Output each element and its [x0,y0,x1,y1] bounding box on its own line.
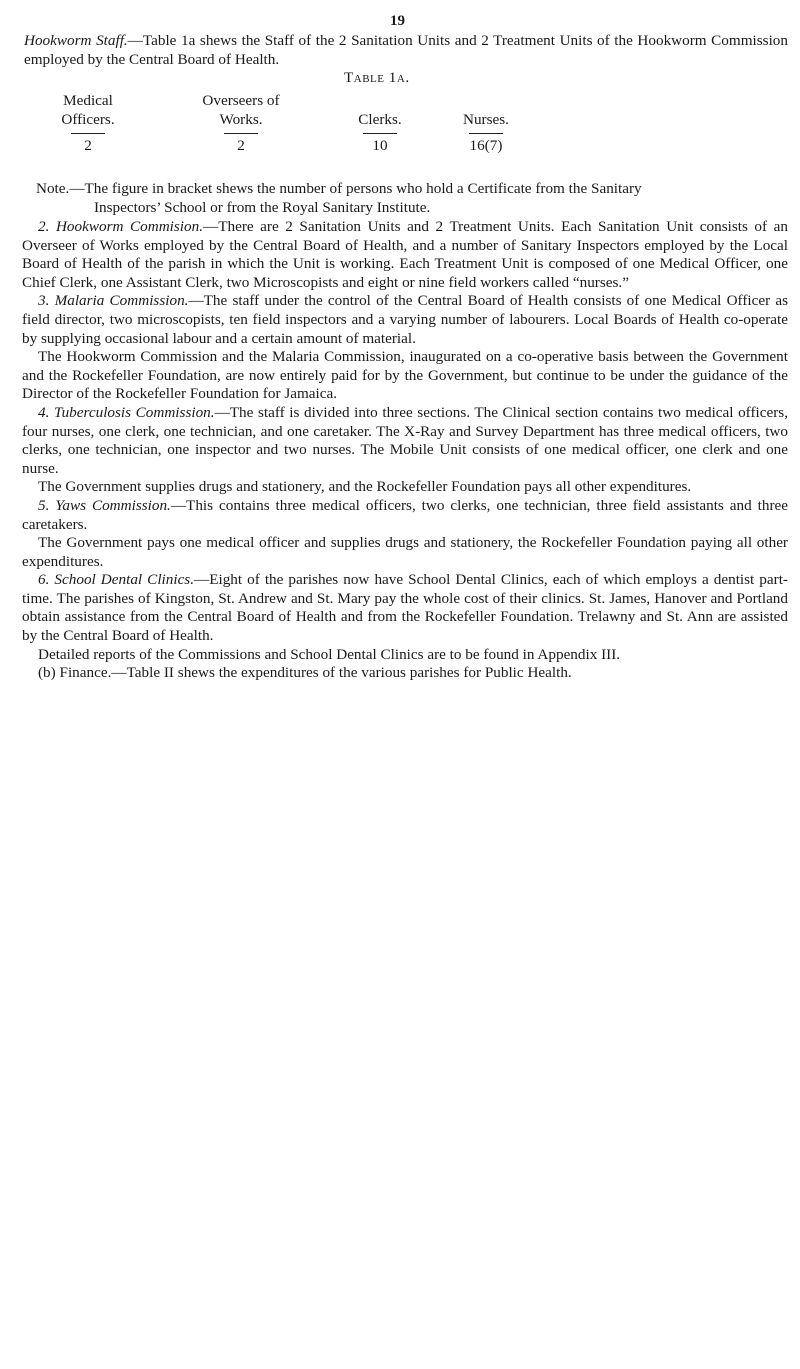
paragraph-heading: 5. Yaws Commission. [38,496,171,514]
paragraph-text: The Government pays one medical officer and supplies drugs and stationery, the Rockefeller Foundation paying all other expenditures. [22,534,788,570]
paragraph-heading: 6. School Dental Clinics. [38,571,195,589]
paragraph-text: —The staff under the control of the Central Board of Health consists of one Medical Officer as field director, two microscopists, ten field inspectors and a varying number of labourers. Local Boards of Health co-operate by supplying occasional labour and a certain amount of material. [22,292,789,347]
paragraph-text: The Hookworm Commission and the Malaria Commission, inaugurated on a co-operative basis between the Government and the Rockefeller Foundation, are now entirely paid for by the Government, but continue to be under the guidance of the Director of the Rockefeller Foundation for Jamaica. [22,348,788,403]
header-rule [224,133,258,134]
paragraph-text: —There are 2 Sanitation Units and 2 Treatment Units. Each Sanitation Unit consists of an Overseer of Works employed by the Central Board of Health, and a number of Sanitary Inspectors employed by the Local Board of Health of the parish in which the Unit is working. Each Treatment Unit is composed of one Medical Officer, one Chief Clerk, one Assistant Clerk, two Microscopists and eight or nine field workers called “nurses.” [22,218,788,291]
table-title: Table 1a. [344,69,410,86]
paragraph [22,497,788,534]
header-rule [363,133,397,134]
table-cell: 10 [372,137,388,155]
body-text [22,218,788,683]
paragraph [22,534,788,571]
intro-heading: Hookworm Staff. [24,32,128,49]
paragraph-text: Detailed reports of the Commissions and School Dental Clinics are to be found in Appendix III. [38,645,621,663]
intro-text: —Table 1a shews the Staff of the 2 Sanitation Units and 2 Treatment Units of the Hookworm Commission employed by the Central Board of Health. [24,32,788,68]
paragraph [22,571,788,645]
table-note [36,180,788,217]
paragraph [22,348,788,404]
paragraph-heading: 2. Hookworm Commision. [38,218,204,235]
paragraph [22,646,788,665]
paragraph [22,478,788,497]
paragraph [22,292,788,348]
table-cell: 16(7) [469,137,503,155]
paragraph-text: (b) Finance.—Table II shews the expenditures of the various parishes for Public Health. [38,664,572,682]
header-rule [71,133,105,134]
paragraph-text: —This contains three medical officers, two clerks, one technician, three field assistants and three caretakers. [22,496,788,533]
header-rule [469,133,503,134]
table-cell: 2 [84,137,92,155]
page-number: 19 [390,13,405,29]
column-header-line2: Nurses. [463,110,509,128]
table-column-clerks [340,92,420,156]
column-header-line1: Overseers of [202,92,280,109]
paragraph-text: —The staff is divided into three sections. The Clinical section contains two medical officers, four nurses, one clerk, one technician, and one caretaker. The X-Ray and Survey Department has three medical officers, two clerks, one technician, one inspector and two nurses. The Mobile Unit consists of one medical officer, one clerk and one nurse. [22,403,788,477]
paragraph [22,404,788,478]
column-header-line2: Clerks. [358,110,402,128]
column-header-line2: Works. [219,110,263,128]
paragraph-heading: 3. Malaria Commission. [38,292,189,310]
table-cell: 2 [237,137,245,155]
column-header-line1 [340,92,420,111]
intro-paragraph [24,32,788,69]
table-column-nurses [436,92,536,156]
paragraph [22,218,788,292]
column-header-line1: Medical [63,92,113,109]
column-header-line2: Officers. [61,110,115,128]
paragraph-text: —Eight of the parishes now have School Dental Clinics, each of which employs a dentist part-time. The parishes of Kingston, St. Andrew and St. Mary pay the whole cost of their clinics. St. James, Hanover and Portland obtain assistance from the Central Board of Health and from the Rockefeller Foundation. Trelawny and St. Ann are assisted by the Central Board of Health. [22,571,788,645]
note-line2: Inspectors’ School or from the Royal Sanitary Institute. [94,198,431,216]
note-line1: Note.—The figure in bracket shews the number of persons who hold a Certificate from the Sanitary [36,180,642,197]
paragraph-heading: 4. Tuberculosis Commission. [38,403,215,421]
column-header-line1 [436,92,536,111]
table-column-medical [38,92,138,156]
paragraph-text: The Government supplies drugs and stationery, and the Rockefeller Foundation pays all other expenditures. [38,478,692,496]
paragraph [22,664,788,683]
staff-table [18,92,788,164]
table-column-overseers [176,92,306,156]
